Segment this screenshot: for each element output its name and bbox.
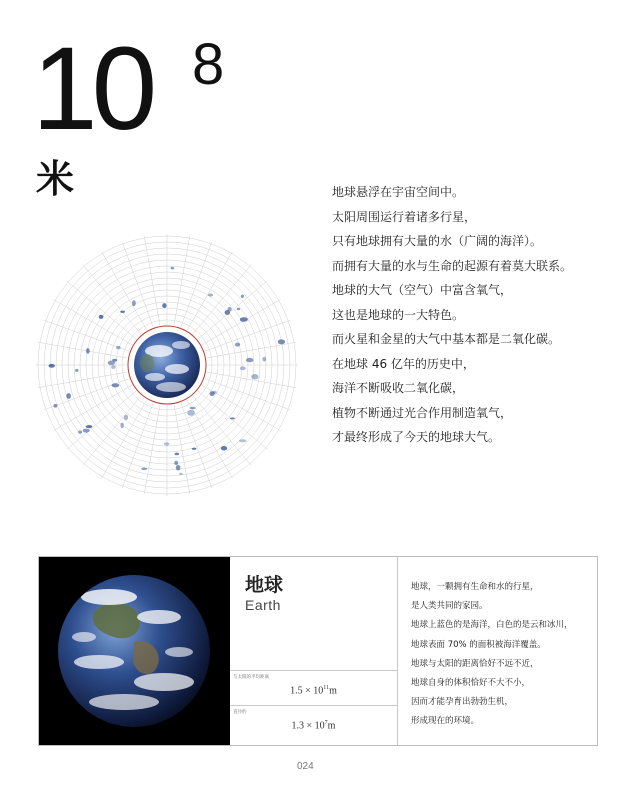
galaxy-thumbnail (66, 393, 71, 399)
galaxy-thumbnail (174, 461, 178, 465)
grid-spoke (174, 404, 190, 494)
galaxy-thumbnail (240, 366, 246, 370)
galaxy-thumbnail (112, 359, 117, 362)
galaxy-thumbnail (116, 346, 121, 349)
galaxy-thumbnail (171, 267, 175, 270)
distance-stat (230, 670, 397, 706)
grid-spoke (38, 342, 128, 358)
earth-globe-icon (39, 557, 230, 745)
galaxy-thumbnail (132, 300, 136, 306)
galaxy-thumbnail (190, 407, 196, 409)
galaxy-thumbnail (179, 473, 183, 475)
description-line: 是人类共同的家园。 (411, 601, 488, 612)
galaxy-thumbnail (187, 410, 195, 416)
galaxy-thumbnail (124, 415, 128, 420)
galaxy-thumbnail (235, 343, 240, 347)
galaxy-thumbnail (241, 295, 244, 298)
grid-spoke (67, 281, 137, 340)
galaxy-thumbnail (240, 317, 248, 322)
galaxy-thumbnail (192, 448, 197, 450)
galaxy-thumbnail (141, 468, 147, 470)
grid-spoke (144, 236, 160, 326)
grid-spoke (198, 281, 268, 340)
galaxy-thumbnail (78, 430, 82, 433)
galaxy-thumbnail (237, 308, 240, 311)
poem-line: 才最终形成了今天的地球大气。 (332, 430, 501, 444)
poem-line: 这也是地球的一大特色。 (332, 307, 465, 322)
description-line: 地球自身的体积恰好不大不小， (411, 678, 531, 689)
galaxy-thumbnail (83, 429, 90, 433)
galaxy-thumbnail (120, 423, 123, 429)
galaxy-thumbnail (278, 339, 285, 344)
grid-spoke (174, 236, 190, 326)
grid-spoke (83, 265, 142, 335)
galaxy-thumbnail (120, 311, 125, 313)
galaxy-thumbnail (53, 404, 57, 408)
planet-name-chinese: 地球 (245, 574, 284, 596)
galaxy-thumbnail (213, 391, 217, 394)
description-line: 形成现在的环境。 (411, 716, 480, 727)
galaxy-thumbnail (175, 453, 180, 456)
grid-spoke (193, 396, 252, 466)
galaxy-thumbnail (75, 369, 79, 372)
diameter-stat (230, 705, 397, 741)
galaxy-thumbnail (208, 294, 213, 297)
description-line: 地球上蓝色的是海洋，白色的是云和冰川， (411, 620, 573, 631)
poem-line: 在地球 46 亿年的历史中， (332, 356, 475, 371)
earth-orbit-diagram (32, 230, 302, 500)
galaxy-thumbnail (225, 310, 230, 315)
poem-text (332, 180, 622, 450)
poem-line: 海洋不断吸收二氧化碳， (332, 381, 465, 395)
grid-spoke (144, 404, 160, 494)
grid-spoke (198, 391, 268, 450)
description-line: 地球，一颗拥有生命和水的行星， (411, 582, 539, 592)
galaxy-thumbnail (49, 364, 55, 368)
description-line: 因而才能孕育出勃勃生机， (411, 697, 514, 708)
grid-spoke (83, 396, 142, 466)
galaxy-thumbnail (246, 358, 253, 362)
earth-photo (39, 557, 230, 745)
power-of-ten-base: 10 (32, 23, 152, 155)
poem-line: 植物不断通过光合作用制造氧气， (332, 405, 513, 420)
poem-line: 只有地球拥有大量的水（广阔的海洋）。 (332, 234, 543, 248)
galaxy-thumbnail (86, 425, 93, 428)
stat-value: $1.5 \times 10^{11}m$ (290, 685, 337, 697)
unit-label: 米 (36, 157, 75, 201)
poem-line: 地球的大气（空气）中富含氧气， (332, 283, 513, 297)
description-line: 地球表面 70% 的面积被海洋覆盖。 (411, 639, 546, 650)
galaxy-thumbnail (86, 348, 90, 354)
description-line: 地球与太阳的距离恰好不远不近， (411, 658, 539, 669)
galaxy-thumbnail (251, 374, 258, 379)
grid-spoke (206, 342, 296, 358)
power-of-ten-exponent: 8 (192, 32, 225, 97)
stat-label: 直径约 (233, 710, 247, 715)
galaxy-thumbnail (176, 465, 181, 471)
galaxy-thumbnail (262, 357, 266, 362)
grid-spoke (193, 265, 252, 335)
poem-line: 而拥有大量的水与生命的起源有着莫大联系。 (332, 258, 573, 273)
stat-label: 与太阳的平均距离 (233, 675, 269, 680)
earth-info-card (38, 556, 598, 746)
galaxy-thumbnail (221, 446, 227, 451)
galaxy-thumbnail (99, 315, 104, 319)
planet-description (411, 578, 591, 732)
galaxy-thumbnail (112, 383, 120, 387)
page-number: 024 (297, 761, 314, 772)
stat-value: $1.3 \times 10^7m$ (291, 720, 336, 732)
grid-spoke (206, 372, 296, 388)
galaxy-thumbnail (230, 417, 235, 419)
poem-line: 太阳周围运行着诸多行星， (332, 209, 477, 224)
planet-name-english: Earth (245, 597, 281, 613)
poem-line: 而火星和金星的大气中基本都是二氧化碳。 (332, 332, 561, 346)
galaxy-thumbnail (111, 365, 115, 369)
galaxy-thumbnail (164, 442, 170, 445)
poem-line: 地球悬浮在宇宙空间中。 (332, 185, 465, 199)
card-divider (397, 557, 398, 745)
galaxy-thumbnail (239, 439, 246, 442)
galaxy-thumbnail (162, 303, 166, 308)
